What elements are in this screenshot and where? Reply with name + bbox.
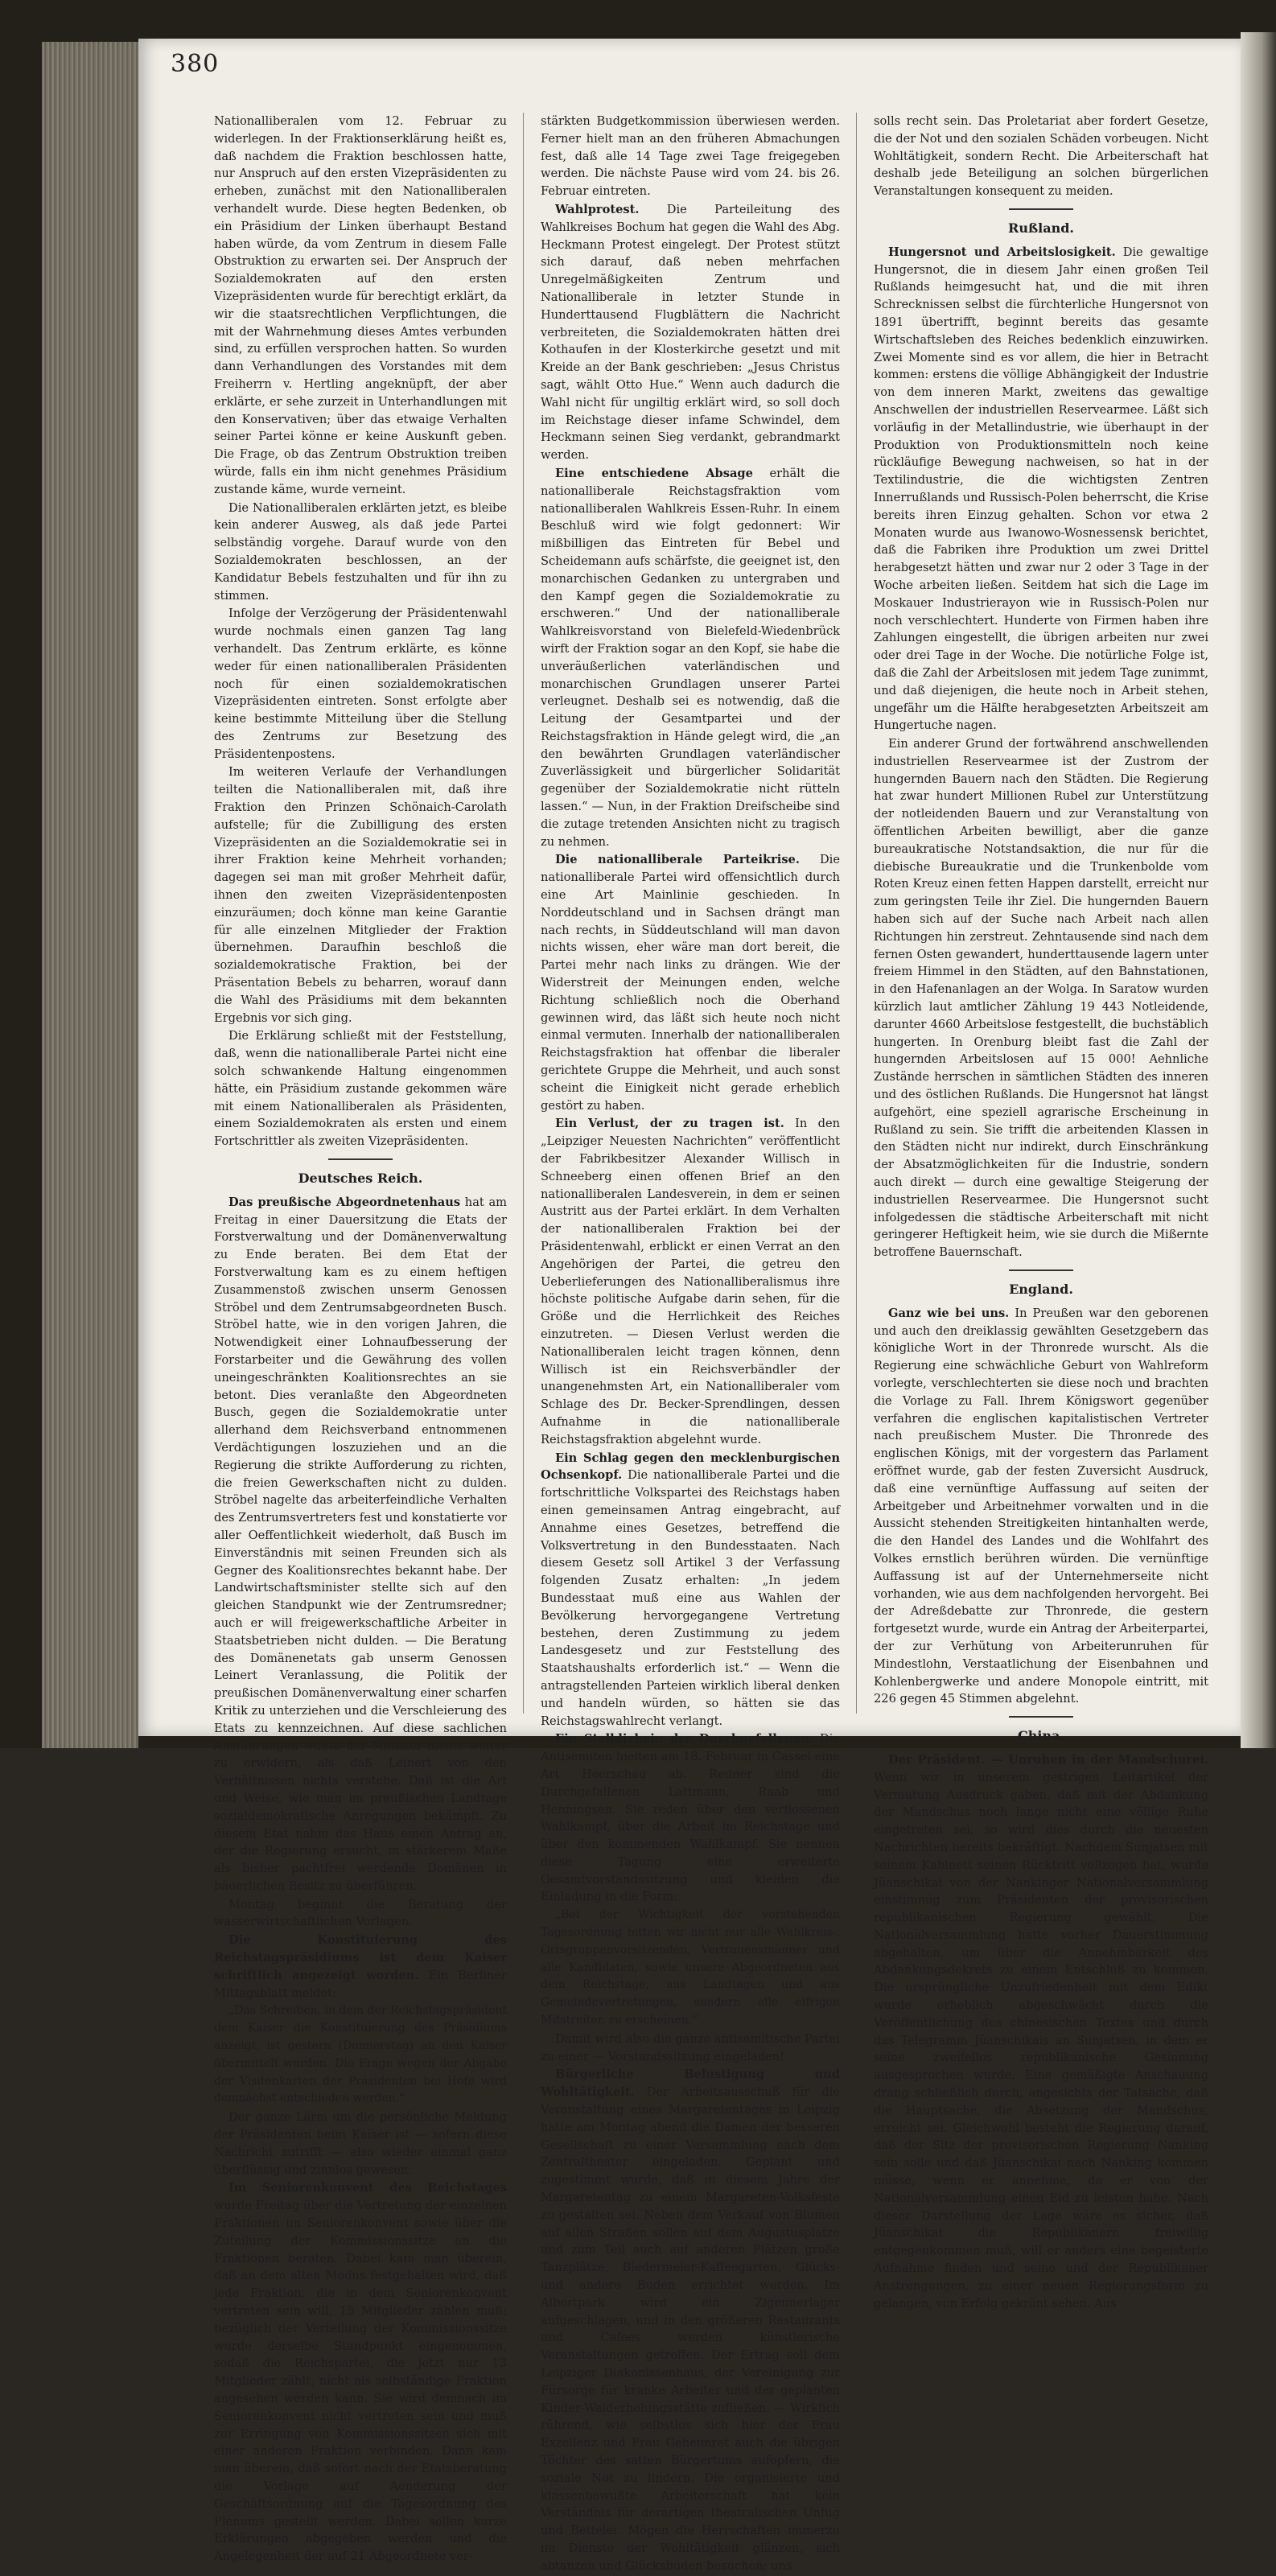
paragraph: hat am Freitag in einer Dauersitzung die Etats der Forstverwaltung und der Domänenverwaltung zu Ende beraten. Bei dem Etat der Forstverwaltung kam es zu einem heftigen Zusammenstoß zwischen unserm Genossen Ströbel und dem Zentrumsabgeordneten Busch. Ströbel hatte, wie in den vorigen Jahren, die Notwendigkeit einer Lohnaufbesserung der Forstarbeiter und die Gewährung des vollen uneingeschränkten Koalitionsrechtes an sie betont. Dies veranlaßte den Abgeordneten Busch, gegen die Sozialdemokratie unter allerhand dem Reichsverband entnommenen Verdächtigungen loszuziehen und an die Regierung die strikte Aufforderung zu richten, die freien Gewerkschaften nicht zu dulden. Ströbel nagelte das arbeiterfeindliche Verhalten des Zentrumsvertreters fest und konstatierte vor aller Oeffentlichkeit wiederholt, daß Busch im Einverständnis mit seinen Freunden sich als Gegner des Koalitionsrechtes bekannt habe. Der Landwirtschaftsminister stellte sich auf den gleichen Standpunkt wie der Zentrumsredner; auch er will freigewerkschaftliche Arbeiter in Staatsbetrieben nicht dulden. — Die Beratung des Domänenetats gab unserm Genossen Leinert Veranlassung, die Politik der preußischen Domänenverwaltung einer scharfen Kritik zu unterziehen und die Verschleierung des Etats zu kennzeichnen. Auf diese sachlichen Ausführungen wußte der Minister nichts weiter zu erwidern, als daß Leinert von den Verhältnissen nichts verstehe. Daß ist die Art und Weise, wie man im preußischen Landtage sozialdemokratische Anregungen bekämpft. Zu diesem Etat nahm das Haus einen Antrag an, der die Regierung ersucht, in stärkerem Maße als bisher pachtfrei werdende Domänen in bäuerlichen Besitz zu überführen. [214,1195,507,1893]
article-lead: Die nationalliberale Parteikrise. [555,853,800,867]
paragraph: Der Arbeitsausschuß für die Veranstaltung eines Margaretentages in Leipzig hatte am Montag abend die Damen der besseren Gesellschaft zu einer Versammlung nach dem Zentraltheater eingeladen. Geplant und zugestimmt wurde, daß in diesem Jahre der Margaretentag zu einem Margareten-Volksfeste zu gestalten sei. Neben dem Verkauf von Blumen auf allen Straßen sollen auf dem Augustusplatze und zum Teil auch auf anderen Plätzen große Tanzplätze, Biedermeier-Kaffeegarten, Glücks- und andere Buden errichtet werden. Im Albertpark wird ein Zigeunerlager aufgeschlagen, und in den größeren Restaurants und Cafees werden künstlerische Veranstaltungen getroffen. Der Ertrag soll dem Leipziger Diakonissenhaus, der Vereinigung zur Fürsorge für kranke Arbeiter und der geplanten Kinder-Walderholungsstätte zufließen. — Wirklich rührend, wie selbstlos sich hier der Frau Exzellenz und Frau Geheimrat auch die übrigen Töchter des satten Bürgertums aufopfern, die soziale Not zu lindern. Die organisierte und klassenbewußte Arbeiterschaft hat kein Verständnis für derartigen theatralischen Unfug und Bettelei. Mögen die Herrschaften immerzu im Dienste der Wohltätigkeit glänzen, sich abtanzen und Glücksbuden besuchen; uns [541,2085,841,2573]
article-lead: Ein Stelldichein der Durchgefallenen. [555,1732,813,1747]
book-binding [42,42,138,1748]
paragraph: Nationalliberalen vom 12. Februar zu widerlegen. In der Fraktionserklärung heißt es, daß nachdem die Fraktion beschlossen hatte, nur Anspruch auf den ersten Vizepräsidenten zu erheben, zunächst mit den Nationalliberalen verhandelt wurde. Diese hegten Bedenken, ob ein Präsidium der Linken überhaupt Bestand haben würde, da vom Zentrum in diesem Falle Obstruktion zu erwarten sei. Der Anspruch der Sozialdemokraten auf den ersten Vizepräsidenten wurde für berechtigt erklärt, da wir die staatsrechtlichen Verpflichtungen, die mit der Wahrnehmung dieses Amtes verbunden sind, zu erfüllen versprochen hatten. So wurden dann Verhandlungen des Vorstandes mit dem Freiherrn v. Hertling angeknüpft, der aber erklärte, er sehe zurzeit in Unterhandlungen mit den Konservativen; über das etwaige Verhalten seiner Partei könne er keine Auskunft geben. Die Frage, ob das Zentrum Obstruktion treiben würde, falls ein ihm nicht genehmes Präsidium zustande käme, wurde verneint. [214,114,507,496]
quote: „Bei der Wichtigkeit der vorstehenden Tagesordnung bitten wir nicht nur alle Wahlkreis-, Ortsgruppenvorsitzenden, Vertrauensmänner und alle Kandidaten, sowie unsere Abgeordneten aus dem Reichstage, aus Landtagen und aus Gemeindevertretungen, sondern alle eifrigen Mitstreiter, zu erscheinen.“ [541,1908,840,2027]
column-2 [541,113,840,2576]
paragraph: Die Parteileitung des Wahlkreises Bochum hat gegen die Wahl des Abg. Heckmann Protest eingelegt. Der Protest stützt sich darauf, daß neben mehrfachen Unregelmäßigkeiten Zentrum und Nationalliberale in letzter Stunde in Hunderttausend Flugblättern die Nachricht verbreiteten, die Sozialdemokraten hätten drei Kothaufen in der Klosterkirche gesetzt und mit Kreide an der Bank geschrieben: „Jesus Christus sagt, wählt Otto Hue.“ Wenn auch dadurch die Wahl nicht für ungiltig erklärt wird, so soll doch im Reichstage dieser infame Schwindel, dem Heckmann seinen Sieg verdankt, gebrandmarkt werden. [541,202,840,463]
paragraph: Damit wird also die ganze antisemitische Partei zu einer — Vorstandssitzung eingeladen! [541,2031,840,2064]
section-heading: China. [1017,1728,1064,1744]
article-lead: Das preußische Abgeordnetenhaus [228,1195,461,1209]
paragraph: solls recht sein. Das Proletariat aber fordert Gesetze, die der Not und den sozialen Schäden vorbeugen. Nicht Wohltätigkeit, sondern Recht. Die Arbeiterschaft hat deshalb jede Beteiligung an solchen bürgerlichen Veranstaltungen konsequent zu meiden. [874,114,1208,199]
section-divider [328,1158,393,1160]
article-lead: Eine entschiedene Absage [555,466,753,480]
paragraph: Montag beginnt die Beratung der wasserwirtschaftlichen Vorlagen. [214,1897,507,1929]
newspaper-page [138,39,1241,2573]
column-3 [874,113,1208,2313]
paragraph: Der ganze Lärm um die persönliche Meldung der Präsidenten beim Kaiser ist — sofern diese Nachricht zutrifft — also wieder einmal ganz überflüssig und zinnlos gewesen. [214,2110,507,2177]
paragraph: Die Erklärung schließt mit der Feststellung, daß, wenn die nationalliberale Partei nicht eine solch schwankende Haltung eingenommen hätte, ein Präsidium zustande gekommen wäre mit einem Nationalliberalen als Präsidenten, einem Sozialdemokraten als ersten und einem Fortschrittler als zweiten Vizepräsidenten. [214,1029,507,1149]
section-divider [1009,1716,1073,1718]
column-rule [856,113,857,1714]
paragraph: Infolge der Verzögerung der Präsidentenwahl wurde nochmals einen ganzen Tag lang verhandelt. Das Zentrum erklärte, es könne weder für einen nationalliberalen Präsidenten noch für einen sozialdemokratischen Vizepräsidenten eintreten. Sonst erfolgte aber keine bestimmte Mitteilung über die Stellung des Zentrums zur Besetzung des Präsidentenpostens. [214,607,507,761]
section-heading: Rußland. [1008,220,1074,236]
section-divider [1009,208,1073,210]
paragraph: Die nationalliberale Partei wird offensichtlich durch eine Art Mainlinie geschieden. In Norddeutschland und in Sachsen drängt man nach rechts, in Süddeutschland will man davon nichts wissen, eher wäre man dort bereit, die Partei mehr nach links zu drängen. Wie der Widerstreit der Meinungen enden, welche Richtung schließlich noch die Oberhand gewinnen wird, das läßt sich heute noch nicht einmal vermuten. Innerhalb der nationalliberalen Reichstagsfraktion hat offenbar die liberaler gerichtete Gruppe die Mehrheit, und auch sonst scheint die Einigkeit nicht gerade erheblich gestört zu haben. [541,853,840,1113]
article-lead: Im Seniorenkonvent des Reichstages [228,2181,507,2195]
article-lead: Der Präsident. — Unruhen in der Mandschurei. [888,1752,1208,1767]
article-lead: Ganz wie bei uns. [888,1306,1010,1320]
paragraph: wurde Freitag über die Vertretung der einzelnen Fraktionen im Seniorenkonvent sowie über die Zuteilung der Kommissionssitze an die Fraktionen beraten. Dabei kam man überein, daß an dem alten Modus festgehalten wird, daß jede Fraktion, die in dem Seniorenkonvent vertreten sein will, 15 Mitglieder zählen muß; bezüglich der Verteilung der Kommissionssitze wurde derselbe Standpunkt eingenommen, sodaß die Reichspartei, die jetzt nur 13 Mitglieder zählt, nicht als selbständige Fraktion angesehen werden kann. Sie wird demnach im Seniorenkonvent nicht vertreten sein und muß zur Erringung von Kommissionssitzen sich mit einer anderen Fraktion verbinden. Dann kam man überein, daß sofort nach der Etatsberatung die Vorlage auf Aenderung der Geschäftsordnung auf die Tagesordnung des Plenums gestellt werden. Dabei sollen kurze Erklärungen abgegeben werden und die Angelegenheit der auf 21 Abgeordnete ver- [214,2199,507,2564]
article-lead: Wahlprotest. [555,202,640,216]
paragraph: Die nationalliberale Partei und die fortschrittliche Volkspartei des Reichstags haben einen gemeinsamen Antrag eingebracht, auf Annahme eines Gesetzes, betreffend die Volksvertretung in den Bundesstaaten. Nach diesem Gesetz soll Artikel 3 der Verfassung folgenden Zusatz erhalten: „In jedem Bundesstaat muß eine aus Wahlen der Bevölkerung hervorgegangene Vertretung bestehen, deren Zustimmung zu jedem Landesgesetz und zur Feststellung des Staatshaushalts erforderlich ist.“ — Wenn die antragstellenden Parteien wirklich liberal denken und handeln würden, so hätten sie das Reichstagswahlrecht verlangt. [541,1468,840,1728]
paragraph: In Preußen war den geborenen und auch den dreiklassig gewählten Gesetzgebern das königliche Wort in der Thronrede wurscht. Als die Regierung eine schwächliche Geburt von Wahlreform vorlegte, verschlechterten sie diese noch und brachten die Vorlage zu Fall. Ihrem Königswort gegenüber verfahren die englischen kapitalistischen Vertreter nach preußischem Muster. Die Thronrede des englischen Königs, mit der vorgestern das Parlament eröffnet wurde, gab der festen Zuversicht Ausdruck, daß eine vernünftige Auffassung auf seiten der Arbeitgeber und Arbeitnehmer vorwalten und in die Aussicht stehenden Streitigkeiten hintanhalten werde, die den Handel des Landes und die Wohlfahrt des Volkes ernstlich berühren würden. Die vernünftige Auffassung ist auf der Unternehmerseite nicht vorhanden, wie aus dem nachfolgenden hervorgeht. Bei der Adreßdebatte zur Thronrede, die gestern fortgesetzt wurde, wurde ein Antrag der Arbeiterpartei, der zur Verhütung von Arbeiterunruhen für Mindestlohn, Verstaatlichung der Eisenbahnen und Kohlenbergwerke und andere Monopole eintritt, mit 226 gegen 45 Stimmen abgelehnt. [874,1306,1208,1706]
paragraph: Ein Berliner Mittagsblatt meldet: [214,1968,507,2000]
paragraph: Im weiteren Verlaufe der Verhandlungen teilten die Nationalliberalen mit, daß ihre Fraktion den Prinzen Schönaich-Carolath aufstelle; für die Zubilligung des ersten Vizepräsidenten an die Sozialdemokratie sei in ihrer Fraktion keine Mehrheit vorhanden; dagegen sei man mit großer Mehrheit dafür, ihnen den zweiten Vizepräsidentenposten einzuräumen; doch könne man keine Garantie für alle einzelnen Mitglieder der Fraktion übernehmen. Daraufhin beschloß die sozialdemokratische Fraktion, bei der Präsentation Bebels zu beharren, worauf dann die Wahl des Präsidiums mit dem bekannten Ergebnis vor sich ging. [214,765,507,1025]
section-heading: England. [1009,1282,1073,1297]
article-lead: Ein Verlust, der zu tragen ist. [555,1117,784,1131]
paragraph: stärkten Budgetkommission überwiesen werden. Ferner hielt man an den früheren Abmachungen fest, daß alle 14 Tage zwei Tage freigegeben werden. Die nächste Pause wird vom 24. bis 26. Februar eintreten. [541,114,840,199]
article-lead: Ein Schlag gegen den mecklenburgischen Ochsenkopf. [541,1451,840,1483]
paragraph: In den „Leipziger Neuesten Nachrichten“ veröffentlicht der Fabrikbesitzer Alexander Willisch in Schneeberg einen offenen Brief an den nationalliberalen Landesverein, in dem er seinen Austritt aus der Partei erklärt. In dem Verhalten der nationalliberalen Fraktion bei der Präsidentenwahl, erblickt er einen Verrat an den Angehörigen der Partei, die getreu den Ueberlieferungen des Nationalliberalismus ihre höchste politische Aufgabe darin sehen, für die Größe und die Herrlichkeit des Reiches einzutreten. — Diesen Verlust werden die Nationalliberalen leicht tragen können, denn Willisch ist ein Reichsverbändler der unangenehmsten Art, ein Nationalliberaler vom Schlage des Dr. Becker-Sprendlingen, dessen Aufnahme in die nationalliberale Reichstagsfraktion abgelehnt wurde. [541,1117,840,1446]
paragraph: Die Nationalliberalen erklärten jetzt, es bleibe kein anderer Ausweg, als daß jede Partei selbständig vorgehe. Darauf wurde von den Sozialdemokraten beschlossen, an der Kandidatur Bebels festzuhalten und für ihn zu stimmen. [214,500,507,603]
column-1 [214,113,507,2566]
paragraph: Die Antisemiten hielten am 18. Februar in Cassel eine Art Heerschau ab. Redner sind die Durchgefallenen Lattmann, Raab und Henningsen. Sie reden über den verflossenen Wahlkampf, über die Arbeit im Reichstage und über den kommenden Wahlkampf. Sie nennen diese Tagung eine erweiterte Gesamtvorstandssitzung und kleiden die Einladung in die Form: [541,1732,841,1904]
paragraph: Ein anderer Grund der fortwährend anschwellenden industriellen Reservearmee ist der Zustrom der hungernden Bauern nach den Städten. Die Regierung hat zwar hundert Millionen Rubel zur Unterstützung der notleidenden Bauern und zur Veranstaltung von öffentlichen Arbeiten bewilligt, aber die ganze bureaukratische Notstandsaktion, die nur für die diebische Bureaukratie und die Trunkenbolde vom Roten Kreuz einen fetten Happen darstellt, erreicht nur zum geringsten Teile ihr Ziel. Die hungernden Bauern haben sich auf der Suche nach Arbeit nach allen Richtungen hin zerstreut. Zehntausende sind nach dem fernen Osten gewandert, hunderttausende lagern unter freiem Himmel in den Städten, auf den Bahnstationen, in den Hafenanlagen an der Wolga. In Saratow wurden kürzlich laut amtlicher Zählung 19 443 Notleidende, darunter 4660 Arbeitslose festgestellt, die buchstäblich hungerten. In Orenburg bleibt fast die Zahl der hungernden Arbeitslosen auf 15 000! Aehnliche Zustände herrschen in sämtlichen Städten des inneren und des östlichen Rußlands. Die Hungersnot hat längst aufgehört, eine speziell agrarische Erscheinung in Rußland zu sein. Sie trifft die arbeitenden Klassen in den Städten nicht nur indirekt, durch Einschränkung der Absatzmöglichkeiten für die Industrie, sondern auch direkt — durch eine gewaltige Steigerung der industriellen Reservearmee. Die Hungersnot sucht infolgedessen die städtische Arbeiterschaft mit nicht geringerer Heftigkeit heim, wie sie durch die Mißernte betroffene Bauernschaft. [874,737,1208,1260]
paragraph: erhält die nationalliberale Reichstagsfraktion vom nationalliberalen Wahlkreis Essen-Ruhr. In einem Beschluß wird wie folgt gedonnert: Wir mißbilligen das Eintreten für Bebel und Scheidemann aufs schärfste, die geeignet ist, den monarchischen Gedanken zu untergraben und den Kampf gegen die Sozialdemokratie zu erschweren.“ Und der nationalliberale Wahlkreisvorstand von Bielefeld-Wiedenbrück wirft der Fraktion sogar an den Kopf, sie habe die unveräußerlichen vaterländischen und monarchischen Grundlagen unserer Partei verleugnet. Deshalb sei es notwendig, daß die Leitung der Gesamtpartei und der Reichstagsfraktion in Hände gelegt wird, die „an den bewährten Grundlagen vaterländischer Zuverlässigkeit und bürgerlicher Solidarität gegenüber der Sozialdemokratie nicht rütteln lassen.“ — Nun, in der Fraktion Dreifscheibe sind die zutage tretenden Ansichten nicht zu tragisch zu nehmen. [541,466,841,849]
page-edge [1241,32,1276,1748]
article-lead: Hungersnot und Arbeitslosigkeit. [888,245,1116,259]
quote: „Das Schreiben, in dem der Reichstagspräsident dem Kaiser die Konstituierung des Präsidiums anzeigt, ist gestern (Donnerstag) an den Kaiser übermittelt worden. Die Frage wegen der Abgabe der Visitenkarten der Präsidenten bei Hofe wird demnächst entschieden werden.“ [214,2004,507,2105]
page-number: 380 [171,50,220,78]
article-lead: Die Konstituierung des Reichstagspräsidiums ist dem Kaiser schriftlich angezeigt worden. [214,1933,507,1982]
paragraph: Wenn wir in unserem gestrigen Leitartikel der Vermutung Ausdruck gaben, daß mit der Abdankung der Mandschus noch lange nicht eine völlige Ruhe eingetreten sei, so wird dies durch die neuesten Nachrichten bereits bekräftigt. Nachdem Sunjatsen mit seinem Kabinett seinen Rücktritt vollzogen hat, wurde Jüanschikai von der Nankinger Nationalversammlung einstimmig zum Präsidenten der provisorischen republikanischen Regierung gewählt. Die Nationalversammlung hatte vorher Dauerstimmung abgehalten, um über die Annehmbarkeit des Abdankungsdekrets zu einem Entschluß zu kommen. Die ursprüngliche Unzufriedenheit mit dem Edikt wurde erheblich abgeschwächt durch die Veröffentlichung des chinesischen Textes und durch das Telegramm Jüanschikais an Sunjatsen, in dem er seine zweifellos republikanische Gesinnung ausgesprochen wurde. Eine gemäßigte Anschauung drang schließlich durch, angesichts der Tatsache, daß die Hauptsache, die Absetzung der Mandschus, erreicht sei. Gleichwohl besteht die Regierung darauf, daß der Sitz der provisorischen Regierung Nanking sein solle und daß Jüanschikai nach Nanking kommen müsse, wenn er annehme, da er von der Nationalversammlung einen Eid zu leisten habe. Nach dieser Darstellung der Lage wäre es sicher, daß Jüanschikai die Republikanern freiwillig entgegenkommen muß, will er anders eine begeisterte Aufnahme finden und seine und der Republikaner Anstrengungen, zu einer neuen Regierungsform zu gelangen, von Erfolg gekrönt sehen. Aus [874,1770,1208,2311]
article-lead: Bürgerliche Belustigung und Wohltätigkeit. [541,2068,840,2100]
section-divider [1009,1269,1073,1271]
paragraph: Die gewaltige Hungersnot, die in diesem Jahr einen großen Teil Rußlands heimgesucht hat, und die mit ihren Schrecknissen selbst die fürchterliche Hungersnot von 1891 übertrifft, beginnt bereits das gesamte Wirtschaftsleben des Reiches bedenklich einzuwirken. Zwei Momente sind es vor allem, die hier in Betracht kommen: erstens die völlige Abhängigkeit der Industrie von dem inneren Markt, zweitens das gewaltige Anschwellen der industriellen Reservearmee. Läßt sich vorläufig in der Metallindustrie, wie überhaupt in der Produktion von Produktionsmitteln noch keine rückläufige Bewegung nachweisen, so hat in der Textilindustrie, die die wichtigsten Zentren Innerrußlands und Russisch-Polen beherrscht, die Krise bereits ihren Einzug gehalten. Schon vor etwa 2 Monaten wurde aus Iwanowo-Wosnessensk berichtet, daß die Fabriken ihre Produktion um zwei Drittel herabgesetzt hätten und zwar nur 2 oder 3 Tage in der Woche arbeiten ließen. Seitdem hat sich die Lage im Moskauer Industrierayon wie in Russisch-Polen nur noch verschlechtert. Hunderte von Firmen haben ihre Zahlungen eingestellt, die übrigen arbeiten nur zwei oder drei Tage in der Woche. Die notürliche Folge ist, daß die Zahl der Arbeitslosen mit jedem Tage zunimmt, und daß diejenigen, die heute noch in Arbeit stehen, ungefähr um die Hälfte herabgesetzten Arbeitszeit am Hungertuche nagen. [874,245,1208,733]
section-heading: Deutsches Reich. [298,1171,423,1187]
column-rule [523,113,524,1714]
